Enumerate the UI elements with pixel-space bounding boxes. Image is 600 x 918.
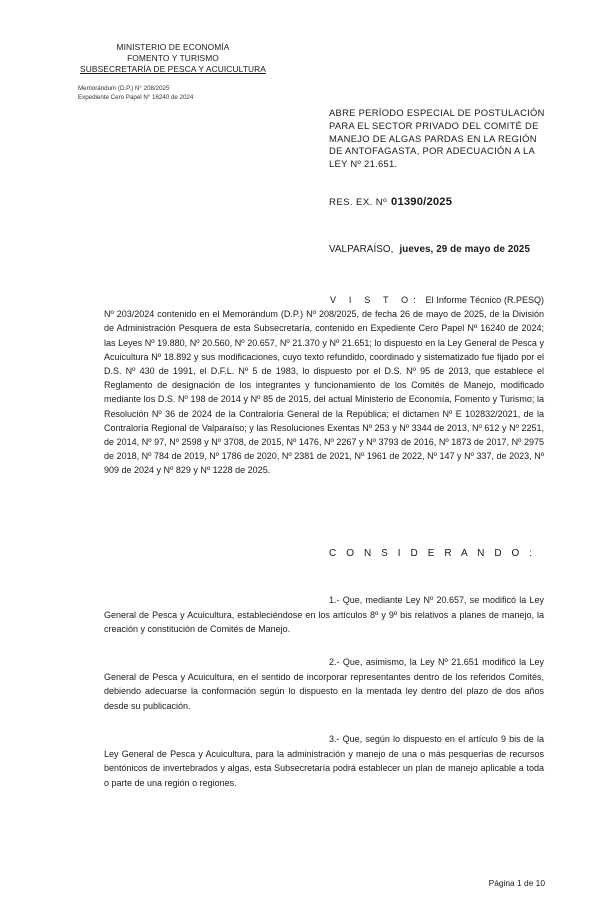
- ministry-subtitle: FOMENTO Y TURISMO: [127, 53, 219, 63]
- memo-number: Memorándum (D.P.) N° 208/2025: [78, 85, 170, 92]
- letterhead: [78, 42, 268, 75]
- resolution-subject: ABRE PERÍODO ESPECIAL DE POSTULACIÓN PARA EL SECTOR PRIVADO DEL COMITÉ DE MANEJO DE ALGAS PARDAS EN LA REGIÓN DE ANTOFAGASTA, POR ADECUACIÓN A LA LEY Nº 21.651.: [329, 107, 545, 170]
- visto-text: El Informe Técnico (R.PESQ) Nº 203/2024 contenido en el Memorándum (D.P.) Nº 208/2025, de fecha 26 de mayo de 2025, de la División de Administración Pesquera de esta Subsecretaría, contenido en Expediente Cero Papel Nº 16240 de 2024; las Leyes Nº 19.880, Nº 20.560, Nº 20.657, Nº 21.370 y Nº 21.651; lo dispuesto en la Ley General de Pesca y Acuicultura Nº 18.892 y sus modificaciones, cuyo texto refundido, coordinado y sistematizado fue fijado por el D.S. Nº 430 de 1991, el D.F.L. Nº 5 de 1983, lo dispuesto por el D.S. Nº 95 de 2013, que establece el Reglamento de designación de los integrantes y funcionamiento de los Comités de Manejo, modificado mediante los D.S. Nº 198 de 2014 y Nº 85 de 2015, del actual Ministerio de Economía, Fomento y Turismo; la Resolución Nº 36 de 2024 de la Contraloría General de la República; el dictamen Nº E 102832/2021, de la Contraloría Regional de Valparaíso; y las Resoluciones Exentas Nº 253 y Nº 3344 de 2013, Nº 612 y Nº 2251, de 2014, Nº 97, Nº 2598 y Nº 3708, de 2015, Nº 1476, Nº 2267 y Nº 3793 de 2016, Nº 1873 de 2017, Nº 2975 de 2018, Nº 784 de 2019, Nº 1786 de 2020, Nº 2381 de 2021, Nº 1961 de 2022, Nº 147 y Nº 337, de 2023, Nº 909 de 2024 y Nº 829 y Nº 1228 de 2025.: [104, 295, 544, 476]
- undersecretariat-name: SUBSECRETARÍA DE PESCA Y ACUICULTURA: [80, 64, 266, 74]
- place-date-line: [329, 244, 530, 255]
- memo-reference: [78, 85, 193, 102]
- place: VALPARAÍSO,: [329, 244, 394, 255]
- date: jueves, 29 de mayo de 2025: [399, 244, 531, 255]
- considerando-2: 2.- Que, asimismo, la Ley Nº 21.651 modificó la Ley General de Pesca y Acuicultura, en el sentido de incorporar representantes dentro de los referidos Comités, debiendo adecuarse la conformación según lo dispuesto en la mentada ley dentro del plazo de dos años desde su publicación.: [104, 657, 544, 711]
- ministry-name: MINISTERIO DE ECONOMÍA: [116, 42, 230, 52]
- considerando-3: 3.- Que, según lo dispuesto en el artículo 9 bis de la Ley General de Pesca y Acuicultura, para la administración y manejo de una o más pesquerías de recursos bentónicos de invertebrados y algas, esta Subsecretaría podrá establecer un plan de manejo aplicable a toda o parte de una región o regiones.: [104, 734, 544, 788]
- resolution-number: 01390/2025: [391, 196, 453, 208]
- resolution-label: RES. EX. Nº: [329, 197, 388, 208]
- considerando-heading: C O N S I D E R A N D O :: [329, 548, 536, 559]
- considerando-1: 1.- Que, mediante Ley Nº 20.657, se modificó la Ley General de Pesca y Acuicultura, estableciéndose en los artículos 8º y 9º bis relativos a planes de manejo, la creación y constitución de Comités de Manejo.: [104, 595, 544, 635]
- resolution-number-line: [329, 196, 452, 208]
- page-number: Página 1 de 10: [488, 878, 545, 888]
- visto-keyword: V I S T O:: [330, 295, 421, 305]
- case-file-number: Expediente Cero Papel N° 16240 de 2024: [78, 93, 194, 101]
- visto-paragraph: [104, 293, 544, 478]
